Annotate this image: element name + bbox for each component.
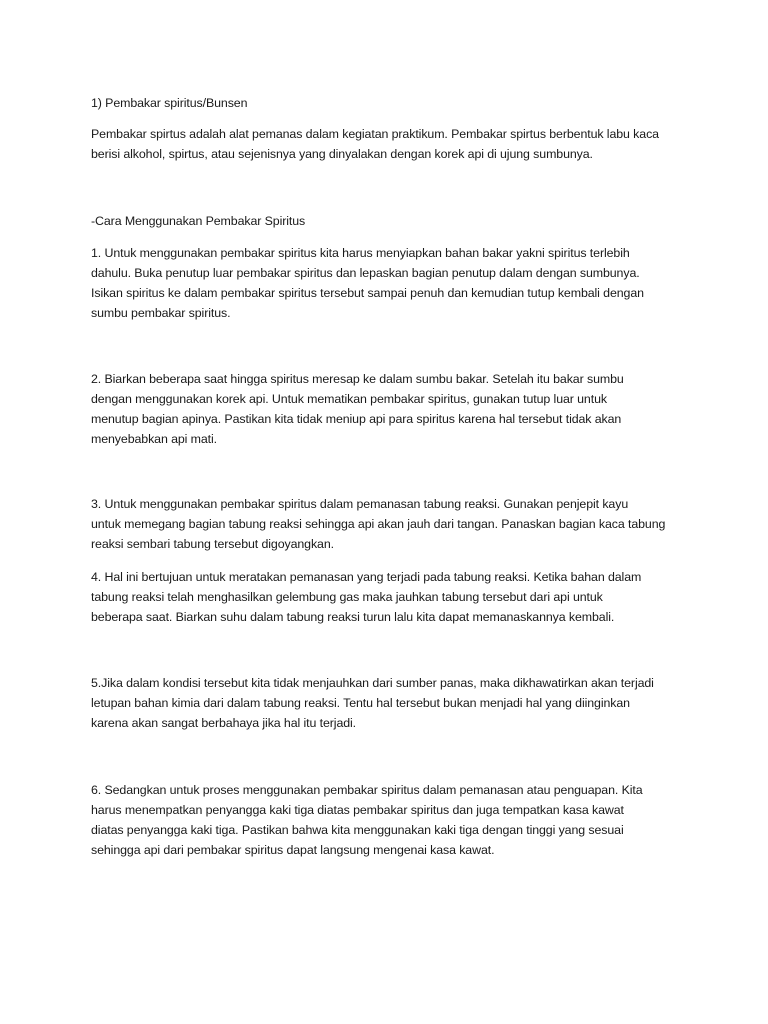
text-line: sehingga api dari pembakar spiritus dapat langsung mengenai kasa kawat. [91, 843, 495, 857]
text-line: dahulu. Buka penutup luar pembakar spiritus dan lepaskan bagian penutup dalam dengan sumbunya. [91, 266, 640, 280]
text-line: 5.Jika dalam kondisi tersebut kita tidak menjauhkan dari sumber panas, maka dikhawatirkan akan terjadi [91, 676, 654, 690]
step-6-paragraph [91, 780, 691, 860]
text-line: 1. Untuk menggunakan pembakar spiritus kita harus menyiapkan bahan bakar yakni spiritus terlebih [91, 246, 630, 260]
text-line: Pembakar spirtus adalah alat pemanas dalam kegiatan praktikum. Pembakar spirtus berbentuk labu kaca [91, 127, 659, 141]
text-line: 4. Hal ini bertujuan untuk meratakan pemanasan yang terjadi pada tabung reaksi. Ketika bahan dalam [91, 570, 642, 584]
text-line: -Cara Menggunakan Pembakar Spiritus [91, 214, 306, 228]
section-heading [91, 93, 691, 113]
text-line: menyebabkan api mati. [91, 432, 218, 446]
text-line: beberapa saat. Biarkan suhu dalam tabung reaksi turun lalu kita dapat memanaskannya kembali. [91, 610, 615, 624]
text-line: sumbu pembakar spiritus. [91, 306, 231, 320]
text-line: harus menempatkan penyangga kaki tiga diatas pembakar spiritus dan juga tempatkan kasa kawat [91, 803, 624, 817]
subsection-heading [91, 211, 691, 231]
text-line: karena akan sangat berbahaya jika hal itu terjadi. [91, 716, 357, 730]
text-line: untuk memegang bagian tabung reaksi sehingga api akan jauh dari tangan. Panaskan bagian kaca tabung [91, 517, 666, 531]
intro-paragraph [91, 124, 691, 164]
text-line: diatas penyangga kaki tiga. Pastikan bahwa kita menggunakan kaki tiga dengan tinggi yang sesuai [91, 823, 624, 837]
step-2-paragraph [91, 369, 691, 449]
text-line: berisi alkohol, spirtus, atau sejenisnya yang dinyalakan dengan korek api di ujung sumbunya. [91, 147, 593, 161]
text-line: 3. Untuk menggunakan pembakar spiritus dalam pemanasan tabung reaksi. Gunakan penjepit kayu [91, 497, 629, 511]
text-line: letupan bahan kimia dari dalam tabung reaksi. Tentu hal tersebut bukan menjadi hal yang diinginkan [91, 696, 630, 710]
step-3-paragraph [91, 494, 691, 554]
step-4-paragraph [91, 567, 691, 627]
text-line: 2. Biarkan beberapa saat hingga spiritus meresap ke dalam sumbu bakar. Setelah itu bakar sumbu [91, 372, 624, 386]
text-line: Isikan spiritus ke dalam pembakar spiritus tersebut sampai penuh dan kemudian tutup kembali dengan [91, 286, 644, 300]
step-1-paragraph [91, 243, 691, 323]
text-line: 1) Pembakar spiritus/Bunsen [91, 96, 248, 110]
text-line: tabung reaksi telah menghasilkan gelembung gas maka jauhkan tabung tersebut dari api untuk [91, 590, 603, 604]
text-line: reaksi sembari tabung tersebut digoyangkan. [91, 537, 334, 551]
text-line: dengan menggunakan korek api. Untuk mematikan pembakar spiritus, gunakan tutup luar untuk [91, 392, 607, 406]
step-5-paragraph [91, 673, 691, 733]
text-line: menutup bagian apinya. Pastikan kita tidak meniup api para spiritus karena hal tersebut tidak akan [91, 412, 622, 426]
text-line: 6. Sedangkan untuk proses menggunakan pembakar spiritus dalam pemanasan atau penguapan. Kita [91, 783, 643, 797]
